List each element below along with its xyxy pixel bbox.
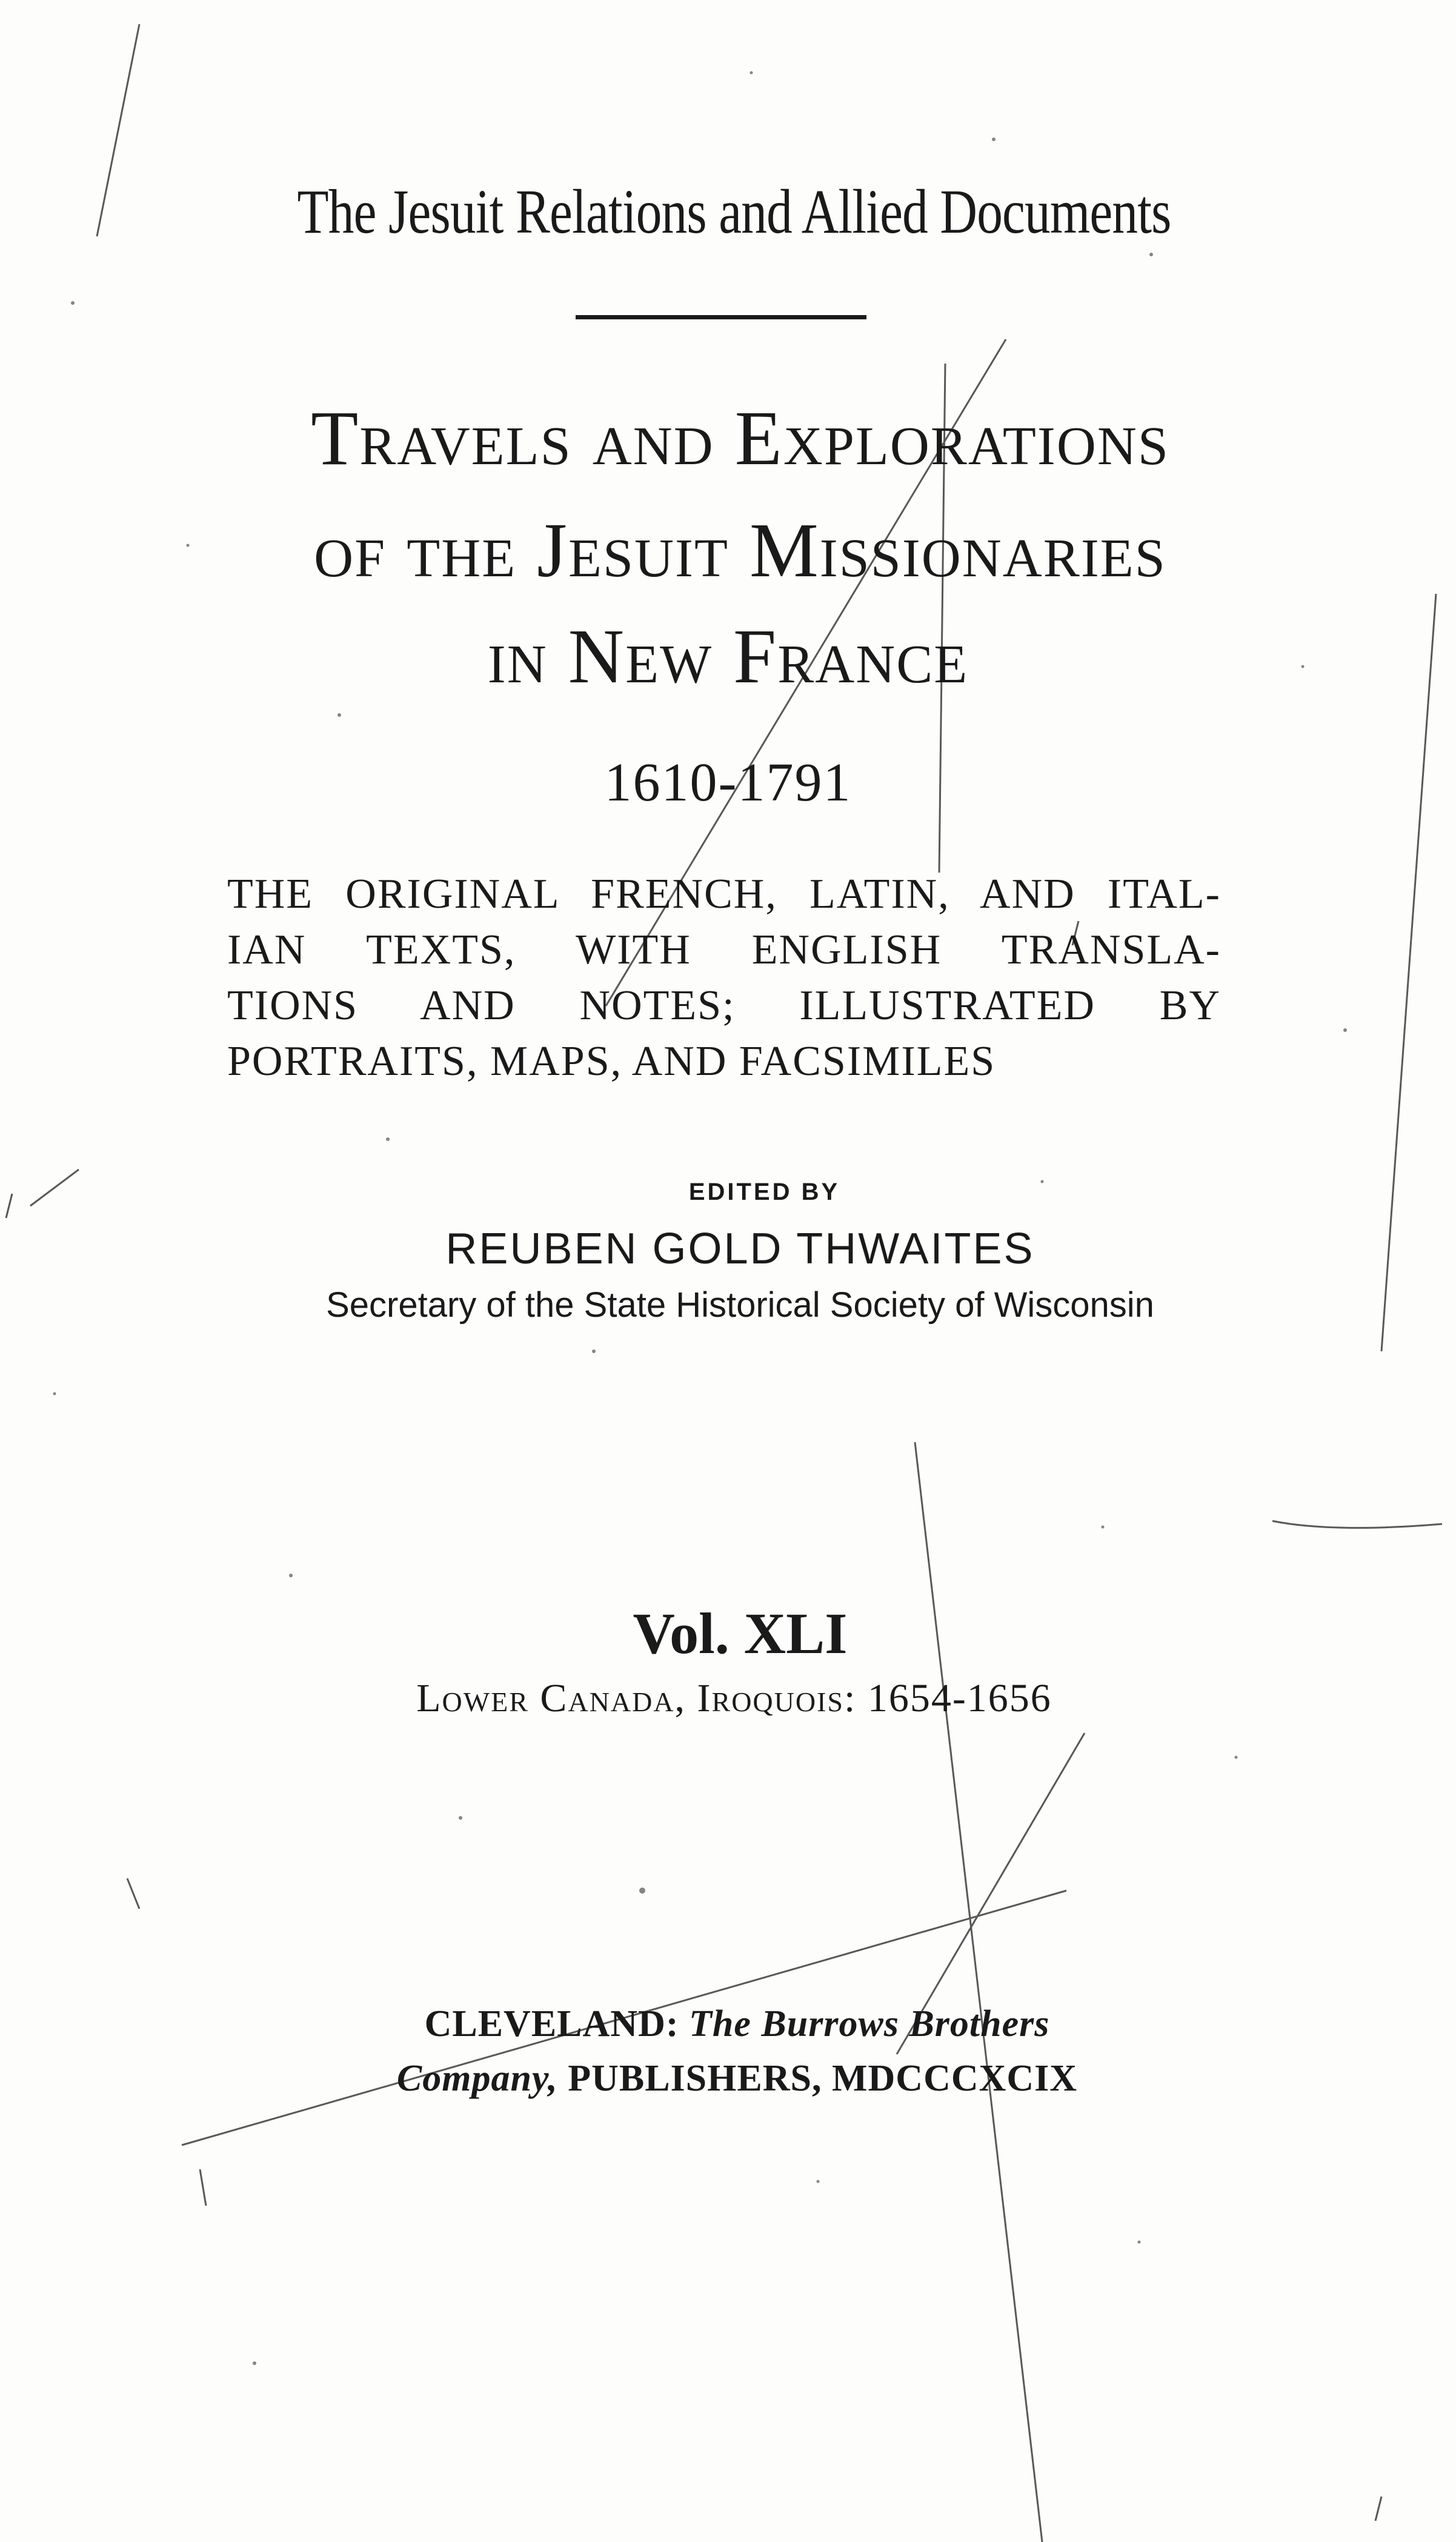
speck: [1343, 1028, 1347, 1032]
description-line-4: PORTRAITS, MAPS, AND FACSIMILES: [227, 1038, 996, 1085]
imprint-line-2: [9, 2057, 1456, 2100]
imprint-publisher-name: The Burrows Brothers: [689, 2003, 1050, 2045]
volume-number: Vol. XLI: [633, 1601, 848, 1666]
title-divider: [576, 315, 866, 319]
imprint-city: CLEVELAND:: [424, 2003, 679, 2045]
scratch-line: [200, 2169, 206, 2206]
speck: [592, 1349, 596, 1353]
description-line-3: TIONS AND NOTES; ILLUSTRATED BY: [227, 982, 1221, 1029]
speck: [817, 2180, 820, 2183]
scratch-line: [1375, 2497, 1381, 2521]
scratch-line: [1272, 1521, 1442, 1528]
speck: [1102, 1526, 1105, 1529]
main-title-line-1: Travels and Explorations: [311, 395, 1169, 481]
speck: [337, 713, 341, 717]
speck: [992, 138, 996, 141]
speck: [459, 1816, 462, 1820]
scratch-line: [97, 24, 139, 236]
volume-subtitle: Lower Canada, Iroquois: 1654-1656: [416, 1676, 1052, 1720]
speck: [71, 301, 75, 305]
speck: [1235, 1756, 1238, 1759]
editor-affiliation: Secretary of the State Historical Society of Wisconsin: [326, 1285, 1154, 1325]
imprint-publisher-details: PUBLISHERS, MDCCCXCIX: [568, 2058, 1078, 2099]
edited-by-label: EDITED BY: [688, 1179, 840, 1205]
scratch-line: [127, 1878, 139, 1909]
series-title: The Jesuit Relations and Allied Documents: [297, 177, 1171, 247]
main-title-line-2: of the Jesuit Missionaries: [314, 507, 1166, 593]
editor-name: REUBEN GOLD THWAITES: [445, 1225, 1035, 1273]
speck: [1149, 253, 1153, 256]
speck: [289, 1574, 293, 1577]
description-line-2: IAN TEXTS, WITH ENGLISH TRANSLA-: [227, 927, 1221, 973]
scratch-line: [6, 1194, 12, 1218]
speck: [253, 2361, 256, 2365]
imprint-publisher-company: Company,: [396, 2058, 558, 2099]
description-line-1: THE ORIGINAL FRENCH, LATIN, AND ITAL-: [227, 871, 1221, 917]
speck: [639, 1888, 645, 1894]
imprint-line-1: [9, 2003, 1456, 2046]
date-range: 1610-1791: [604, 753, 852, 813]
speck: [1138, 2241, 1141, 2244]
speck: [750, 72, 753, 75]
speck: [53, 1392, 56, 1396]
main-title-line-3: in New France: [487, 613, 969, 699]
speck: [386, 1137, 390, 1141]
